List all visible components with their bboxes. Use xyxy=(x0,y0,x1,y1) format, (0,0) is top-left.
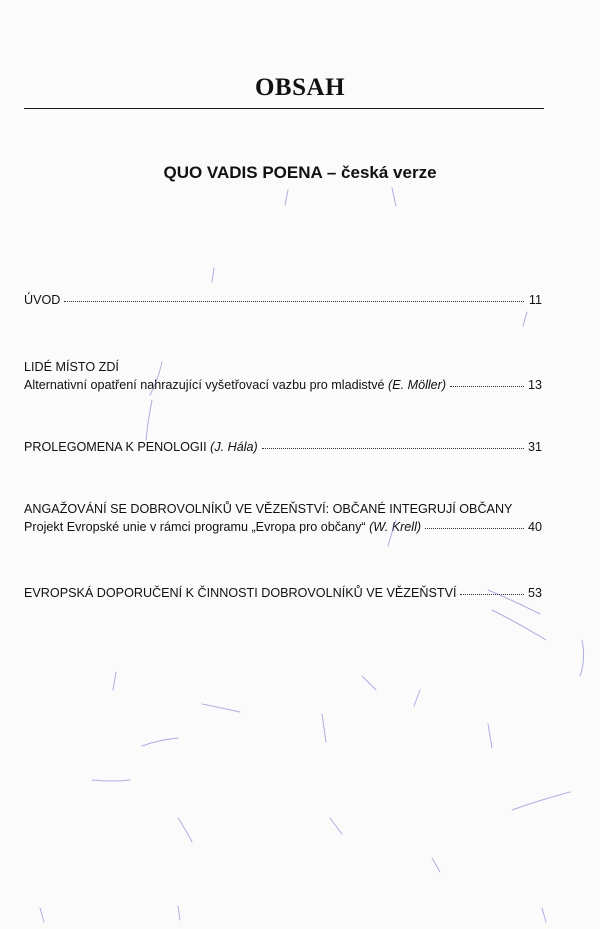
toc-title-text: PROLEGOMENA K PENOLOGII xyxy=(24,440,207,454)
pen-mark xyxy=(178,818,192,842)
pen-mark xyxy=(523,312,527,326)
pen-mark xyxy=(414,690,420,706)
pen-mark xyxy=(285,190,288,205)
pen-mark xyxy=(322,714,326,742)
toc-title-text: Projekt Evropské unie v rámci programu „Evropa pro občany“ xyxy=(24,520,366,534)
pen-mark xyxy=(362,676,376,690)
toc-page-number: 31 xyxy=(527,440,542,454)
toc-title-text: Alternativní opatření nahrazující vyšetřovací vazbu pro mladistvé xyxy=(24,378,385,392)
toc-section-title: ANGAŽOVÁNÍ SE DOBROVOLNÍKŮ VE VĚZEŇSTVÍ: OBČANÉ INTEGRUJÍ OBČANY xyxy=(24,502,513,516)
page-heading: OBSAH xyxy=(254,74,346,101)
pen-mark xyxy=(142,738,178,746)
pen-mark xyxy=(92,780,130,781)
pen-mark xyxy=(542,908,546,922)
toc-author: (W. Krell) xyxy=(369,520,422,534)
pen-mark xyxy=(178,906,180,920)
pen-mark xyxy=(212,268,214,282)
toc-page-number: 11 xyxy=(528,293,542,307)
toc-title: EVROPSKÁ DOPORUČENÍ K ČINNOSTI DOBROVOLNÍKŮ VE VĚZEŇSTVÍ xyxy=(24,586,457,600)
pen-mark xyxy=(392,188,396,206)
pen-mark xyxy=(146,400,152,440)
pen-mark xyxy=(492,610,546,640)
toc-section-title: LIDÉ MÍSTO ZDÍ xyxy=(24,360,119,374)
toc-page-number: 40 xyxy=(527,520,542,534)
pen-mark xyxy=(150,362,162,395)
book-subtitle: QUO VADIS POENA – česká verze xyxy=(163,163,437,182)
pen-mark xyxy=(202,704,240,712)
toc-title: ÚVOD xyxy=(24,293,61,307)
toc-author: (E. Möller) xyxy=(388,378,447,392)
pen-mark xyxy=(388,520,396,546)
pen-mark xyxy=(40,908,44,922)
pen-mark xyxy=(330,818,342,834)
toc-author: (J. Hála) xyxy=(210,440,258,454)
pen-mark xyxy=(488,590,540,614)
pen-mark xyxy=(113,672,116,690)
pen-mark xyxy=(432,858,440,872)
toc-page-number: 13 xyxy=(527,378,542,392)
pen-mark xyxy=(580,640,584,676)
toc-page-number: 53 xyxy=(527,586,542,600)
pen-mark xyxy=(488,724,492,748)
pen-mark xyxy=(512,792,570,810)
